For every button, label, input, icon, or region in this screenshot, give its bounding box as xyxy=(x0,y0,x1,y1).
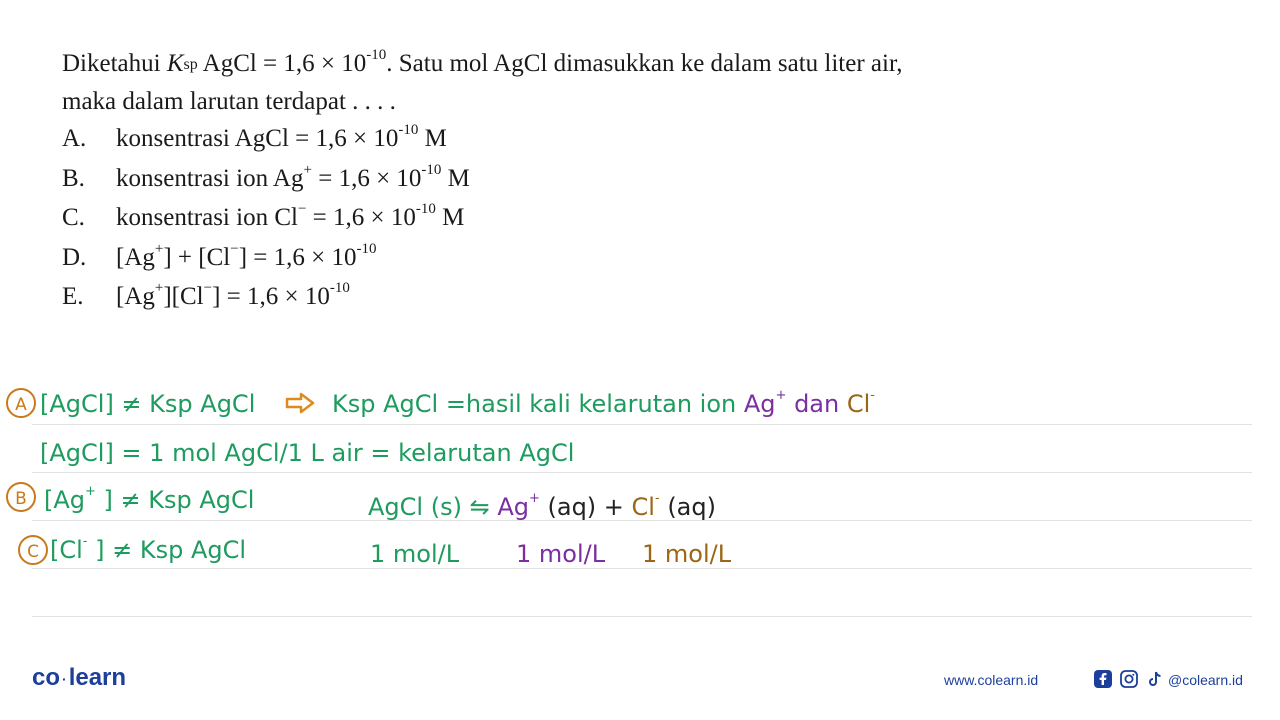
colearn-logo: co ·learn xyxy=(32,664,127,691)
arrow-right-icon xyxy=(285,392,315,418)
solution-b-left: [Ag+ ] ≠ Ksp AgCl xyxy=(44,484,255,514)
solution-line-2: [AgCl] = 1 mol AgCl/1 L air = kelarutan AgCl xyxy=(40,439,575,467)
facebook-icon[interactable] xyxy=(1094,670,1112,688)
mol-ag: 1 mol/L xyxy=(516,540,606,568)
mol-cl: 1 mol/L xyxy=(642,540,732,568)
rule-line xyxy=(32,424,1252,425)
option-a-mark: A xyxy=(6,388,36,418)
website-link[interactable]: www.colearn.id xyxy=(944,672,1039,688)
solution-a-right: Ksp AgCl =hasil kali kelarutan ion Ag+ dan Cl- xyxy=(332,388,875,418)
question-line-1: Diketahui $K_{sp}$ AgCl = $1,6 \times 10^{-10}$. Satu mol AgCl dimasukkan ke dalam satu liter air, xyxy=(62,47,903,77)
rule-line xyxy=(32,616,1252,617)
tiktok-icon[interactable] xyxy=(1146,670,1164,688)
mol-agcl: 1 mol/L xyxy=(370,540,460,568)
option-b: B. konsentrasi ion $Ag^+ = 1,6 \times 10^{-10}$ M xyxy=(62,162,470,192)
dissociation-equation: AgCl (s) ⇋ Ag+ (aq) + Cl- (aq) xyxy=(368,491,716,521)
rule-line xyxy=(32,568,1252,569)
instagram-icon[interactable] xyxy=(1120,670,1138,688)
solution-c-left: [Cl- ] ≠ Ksp AgCl xyxy=(50,534,247,564)
option-b-mark: B xyxy=(6,482,36,512)
social-handle[interactable]: @colearn.id xyxy=(1168,672,1243,688)
option-c: C. konsentrasi ion $Cl^- = 1,6 \times 10^{-10}$ M xyxy=(62,201,465,231)
option-d: D. $[Ag^+] + [Cl^-] = 1,6 \times 10^{-10}$ xyxy=(62,241,377,271)
option-e: E. $[Ag^+][Cl^-] = 1,6 \times 10^{-10}$ xyxy=(62,280,350,310)
option-a: A. konsentrasi AgCl = $1,6 \times 10^{-10}$ M xyxy=(62,122,447,152)
question-line-2: maka dalam larutan terdapat . . . . xyxy=(62,88,396,115)
option-c-mark: C xyxy=(18,535,48,565)
solution-a-left: [AgCl] ≠ Ksp AgCl xyxy=(40,390,256,418)
rule-line xyxy=(32,472,1252,473)
